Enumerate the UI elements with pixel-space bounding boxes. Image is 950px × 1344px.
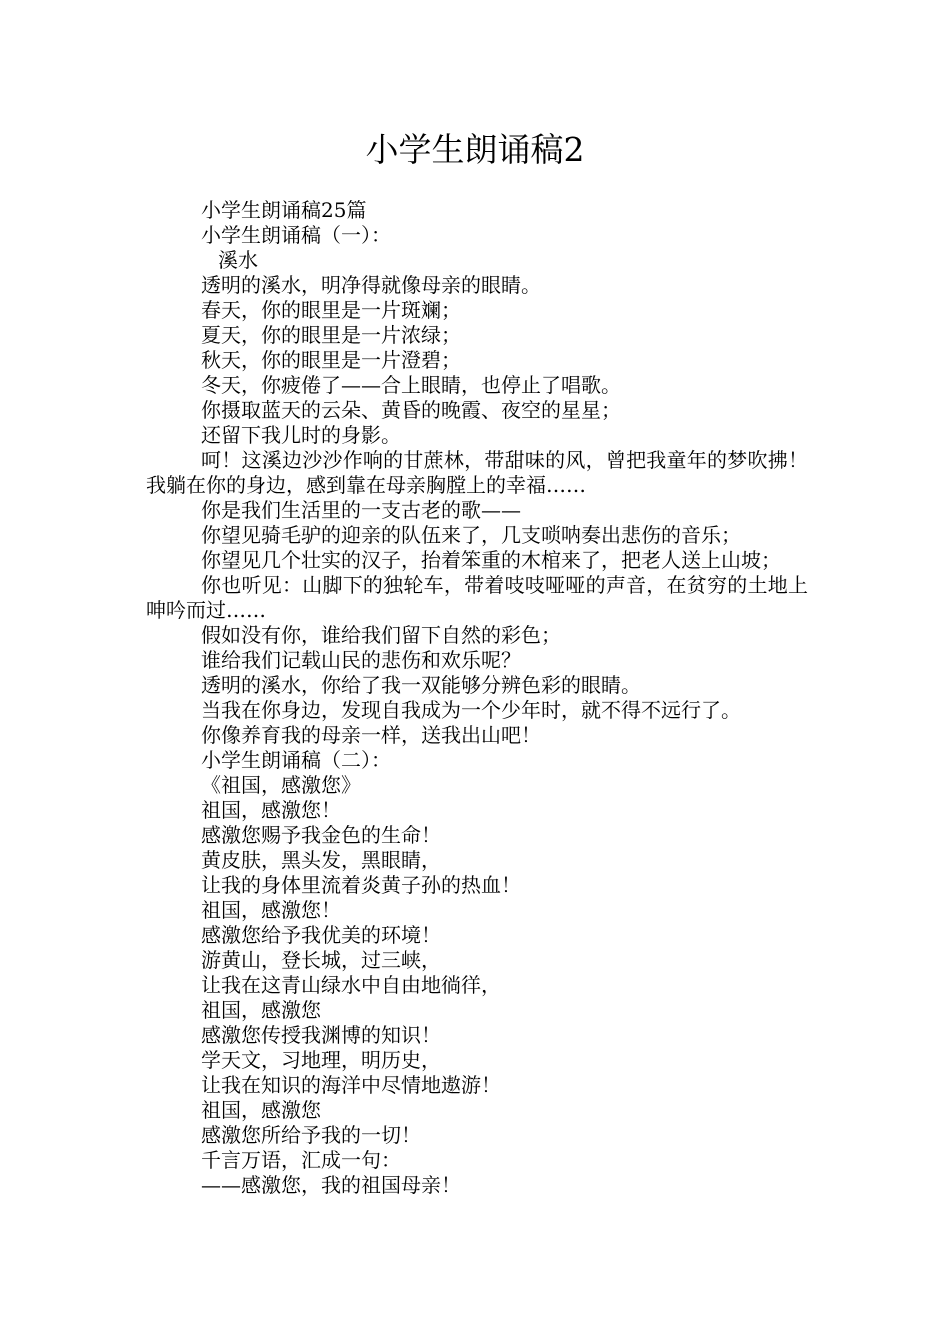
paragraph: 你望见几个壮实的汉子，抬着笨重的木棺来了，把老人送上山坡；	[201, 548, 781, 572]
paragraph: 呵！这溪边沙沙作响的甘蔗林，带甜味的风，曾把我童年的梦吹拂！我躺在你的身边，感到靠在母亲胸膛上的幸福……	[146, 448, 808, 497]
paragraph: 游黄山，登长城，过三峡，	[201, 948, 441, 972]
paragraph: 当我在你身边，发现自我成为一个少年时，就不得不远行了。	[201, 698, 741, 722]
document-body	[146, 198, 808, 1198]
paragraph: 假如没有你，谁给我们留下自然的彩色；	[201, 623, 561, 647]
paragraph: ——感激您，我的祖国母亲！	[201, 1173, 461, 1197]
paragraph: 祖国，感激您	[201, 1098, 321, 1122]
paragraph: 千言万语，汇成一句：	[201, 1148, 401, 1172]
paragraph: 祖国，感激您！	[201, 798, 341, 822]
paragraph: 学天文，习地理，明历史，	[201, 1048, 441, 1072]
paragraph: 还留下我儿时的身影。	[201, 423, 401, 447]
paragraph: 你也听见：山脚下的独轮车，带着吱吱哑哑的声音，在贫穷的土地上呻吟而过……	[146, 573, 808, 622]
paragraph: 让我在这青山绿水中自由地徜徉，	[201, 973, 501, 997]
paragraph: 感激您赐予我金色的生命！	[201, 823, 441, 847]
paragraph: 感激您传授我渊博的知识！	[201, 1023, 441, 1047]
paragraph: 春天，你的眼里是一片斑斓；	[201, 298, 461, 322]
paragraph: 小学生朗诵稿（二）：	[201, 748, 391, 772]
paragraph: 夏天，你的眼里是一片浓绿；	[201, 323, 461, 347]
paragraph: 感激您给予我优美的环境！	[201, 923, 441, 947]
paragraph: 让我的身体里流着炎黄子孙的热血！	[201, 873, 521, 897]
paragraph: 冬天，你疲倦了——合上眼睛，也停止了唱歌。	[201, 373, 621, 397]
paragraph: 透明的溪水，你给了我一双能够分辨色彩的眼睛。	[201, 673, 641, 697]
paragraph: 你是我们生活里的一支古老的歌——	[201, 498, 521, 522]
paragraph: 小学生朗诵稿（一）：	[201, 223, 391, 247]
paragraph: 小学生朗诵稿25篇	[201, 198, 367, 222]
paragraph: 你像养育我的母亲一样，送我出山吧！	[201, 723, 541, 747]
paragraph: 你望见骑毛驴的迎亲的队伍来了，几支唢呐奏出悲伤的音乐；	[201, 523, 741, 547]
paragraph: 透明的溪水，明净得就像母亲的眼睛。	[201, 273, 541, 297]
paragraph: 你摄取蓝天的云朵、黄昏的晚霞、夜空的星星；	[201, 398, 621, 422]
paragraph: 祖国，感激您	[201, 998, 321, 1022]
poem-title: 溪水	[218, 248, 258, 272]
paragraph: 黄皮肤，黑头发，黑眼睛，	[201, 848, 441, 872]
paragraph: 祖国，感激您！	[201, 898, 341, 922]
document-title: 小学生朗诵稿2	[365, 130, 585, 169]
paragraph: 让我在知识的海洋中尽情地遨游！	[201, 1073, 501, 1097]
paragraph: 谁给我们记载山民的悲伤和欢乐呢？	[201, 648, 521, 672]
poem-title: 《祖国，感激您》	[201, 773, 361, 797]
paragraph: 秋天，你的眼里是一片澄碧；	[201, 348, 461, 372]
paragraph: 感激您所给予我的一切！	[201, 1123, 421, 1147]
